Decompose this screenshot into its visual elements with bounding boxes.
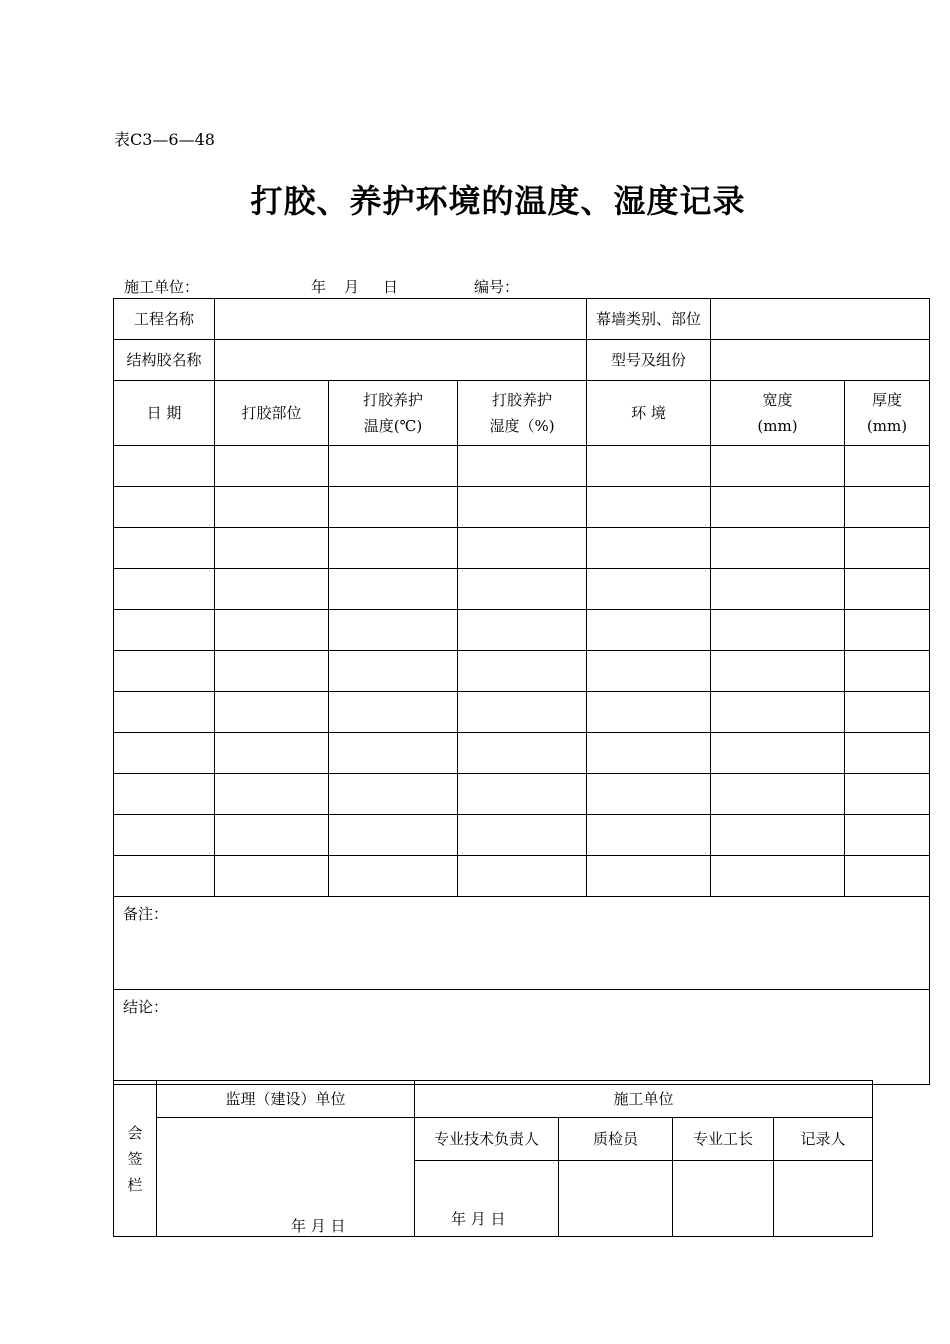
table-cell[interactable] [845,446,930,487]
table-cell[interactable] [711,651,845,692]
table-row [114,610,930,651]
glue-name-label: 结构胶名称 [114,340,215,381]
table-cell[interactable] [114,815,215,856]
table-cell[interactable] [587,651,711,692]
remarks-label: 备注： [123,905,169,923]
table-cell[interactable] [587,446,711,487]
col-header-environment: 环 境 [587,381,711,446]
glue-name-field[interactable] [215,340,587,381]
table-cell[interactable] [458,446,587,487]
table-cell[interactable] [711,569,845,610]
table-row [114,774,930,815]
table-cell[interactable] [845,733,930,774]
table-cell[interactable] [114,774,215,815]
table-cell[interactable] [329,446,458,487]
table-cell[interactable] [215,733,329,774]
table-cell[interactable] [458,774,587,815]
table-cell[interactable] [215,528,329,569]
table-cell[interactable] [215,692,329,733]
table-cell[interactable] [215,651,329,692]
signoff-label-char-2: 签 [127,1149,143,1168]
table-cell[interactable] [711,528,845,569]
supervision-date: 年 月 日 [291,1217,346,1235]
col-header-thickness-line1: 厚度 [871,391,902,409]
col-header-width-line1: 宽度 [762,391,793,409]
table-cell[interactable] [711,446,845,487]
table-cell[interactable] [845,774,930,815]
signoff-label-char-3: 栏 [127,1175,143,1194]
col-header-width-line2: (mm) [757,417,798,435]
table-cell[interactable] [458,528,587,569]
table-row [114,815,930,856]
recorder-signature-cell[interactable] [774,1161,873,1237]
table-cell[interactable] [215,815,329,856]
table-cell[interactable] [587,610,711,651]
table-cell[interactable] [458,487,587,528]
remarks-cell[interactable] [114,897,930,990]
table-cell[interactable] [711,856,845,897]
curtain-wall-label: 幕墙类别、部位 [587,299,711,340]
col-header-humidity-line1: 打胶养护 [491,391,552,409]
col-header-glue-part: 打胶部位 [215,381,329,446]
col-header-width [711,381,845,446]
table-row [114,569,930,610]
table-cell[interactable] [711,733,845,774]
table-cell[interactable] [587,815,711,856]
table-cell[interactable] [587,569,711,610]
table-cell[interactable] [329,569,458,610]
col-header-humidity [458,381,587,446]
table-cell[interactable] [845,692,930,733]
table-cell[interactable] [215,487,329,528]
construction-unit-header: 施工单位 [415,1081,873,1118]
table-cell[interactable] [215,856,329,897]
table-cell[interactable] [845,487,930,528]
table-cell[interactable] [114,569,215,610]
supervision-signature-cell[interactable] [157,1118,415,1237]
table-cell[interactable] [458,692,587,733]
table-cell[interactable] [114,528,215,569]
table-cell[interactable] [458,856,587,897]
recorder-label: 记录人 [774,1118,873,1161]
conclusion-cell[interactable] [114,990,930,1085]
table-cell[interactable] [711,487,845,528]
table-cell[interactable] [845,569,930,610]
table-cell[interactable] [458,569,587,610]
table-cell[interactable] [711,692,845,733]
table-cell[interactable] [458,610,587,651]
table-cell[interactable] [215,610,329,651]
table-cell[interactable] [587,692,711,733]
meta-month: 月 [344,278,360,296]
table-cell[interactable] [845,651,930,692]
table-cell[interactable] [215,569,329,610]
meta-year: 年 [311,278,327,296]
table-cell[interactable] [845,815,930,856]
project-name-label: 工程名称 [114,299,215,340]
tech-lead-label: 专业技术负责人 [415,1118,559,1161]
table-cell[interactable] [114,651,215,692]
table-cell[interactable] [458,815,587,856]
col-header-temperature-line1: 打胶养护 [362,391,423,409]
table-cell[interactable] [587,487,711,528]
project-name-field[interactable] [215,299,587,340]
table-cell[interactable] [587,774,711,815]
table-cell[interactable] [215,446,329,487]
col-header-thickness [845,381,930,446]
signoff-column-label [114,1081,157,1237]
table-row [114,733,930,774]
table-cell[interactable] [845,528,930,569]
foreman-label: 专业工长 [673,1118,774,1161]
table-row [114,446,930,487]
col-header-temperature-line2: 温度(℃) [363,417,423,435]
table-cell[interactable] [329,692,458,733]
table-cell[interactable] [711,610,845,651]
construction-unit-label: 施工单位： [124,278,200,296]
number-label: 编号： [474,278,520,296]
table-cell[interactable] [114,487,215,528]
conclusion-label: 结论： [123,998,169,1016]
signoff-label-char-1: 会 [127,1123,143,1142]
col-header-thickness-line2: (mm) [866,417,908,435]
table-cell[interactable] [329,733,458,774]
quality-inspector-signature-cell[interactable] [559,1161,673,1237]
meta-day: 日 [383,278,399,296]
quality-inspector-label: 质检员 [559,1118,673,1161]
form-code: 表C3—6—48 [114,130,215,149]
table-cell[interactable] [114,733,215,774]
col-header-temperature [329,381,458,446]
table-cell[interactable] [114,610,215,651]
table-row [114,692,930,733]
table-cell[interactable] [845,856,930,897]
table-cell[interactable] [845,610,930,651]
table-cell[interactable] [329,856,458,897]
table-cell[interactable] [114,446,215,487]
supervision-unit-header: 监理（建设）单位 [157,1081,415,1118]
foreman-signature-cell[interactable] [673,1161,774,1237]
curtain-wall-field[interactable] [711,299,930,340]
model-label: 型号及组份 [587,340,711,381]
table-row [114,856,930,897]
table-cell[interactable] [458,733,587,774]
construction-date: 年 月 日 [451,1210,506,1228]
table-cell[interactable] [458,651,587,692]
table-cell[interactable] [329,610,458,651]
page-title: 打胶、养护环境的温度、湿度记录 [250,182,746,220]
col-header-humidity-line2: 湿度（%) [489,417,555,435]
table-row [114,487,930,528]
table-row [114,651,930,692]
table-cell[interactable] [329,774,458,815]
table-cell[interactable] [711,815,845,856]
model-field[interactable] [711,340,930,381]
col-header-date: 日 期 [114,381,215,446]
table-cell[interactable] [114,692,215,733]
table-row [114,528,930,569]
table-cell[interactable] [587,733,711,774]
table-cell[interactable] [114,856,215,897]
table-cell[interactable] [329,528,458,569]
table-cell[interactable] [329,815,458,856]
table-cell[interactable] [215,774,329,815]
table-cell[interactable] [329,487,458,528]
table-cell[interactable] [587,856,711,897]
record-table [113,298,930,1085]
table-cell[interactable] [329,651,458,692]
table-cell[interactable] [711,774,845,815]
table-cell[interactable] [587,528,711,569]
